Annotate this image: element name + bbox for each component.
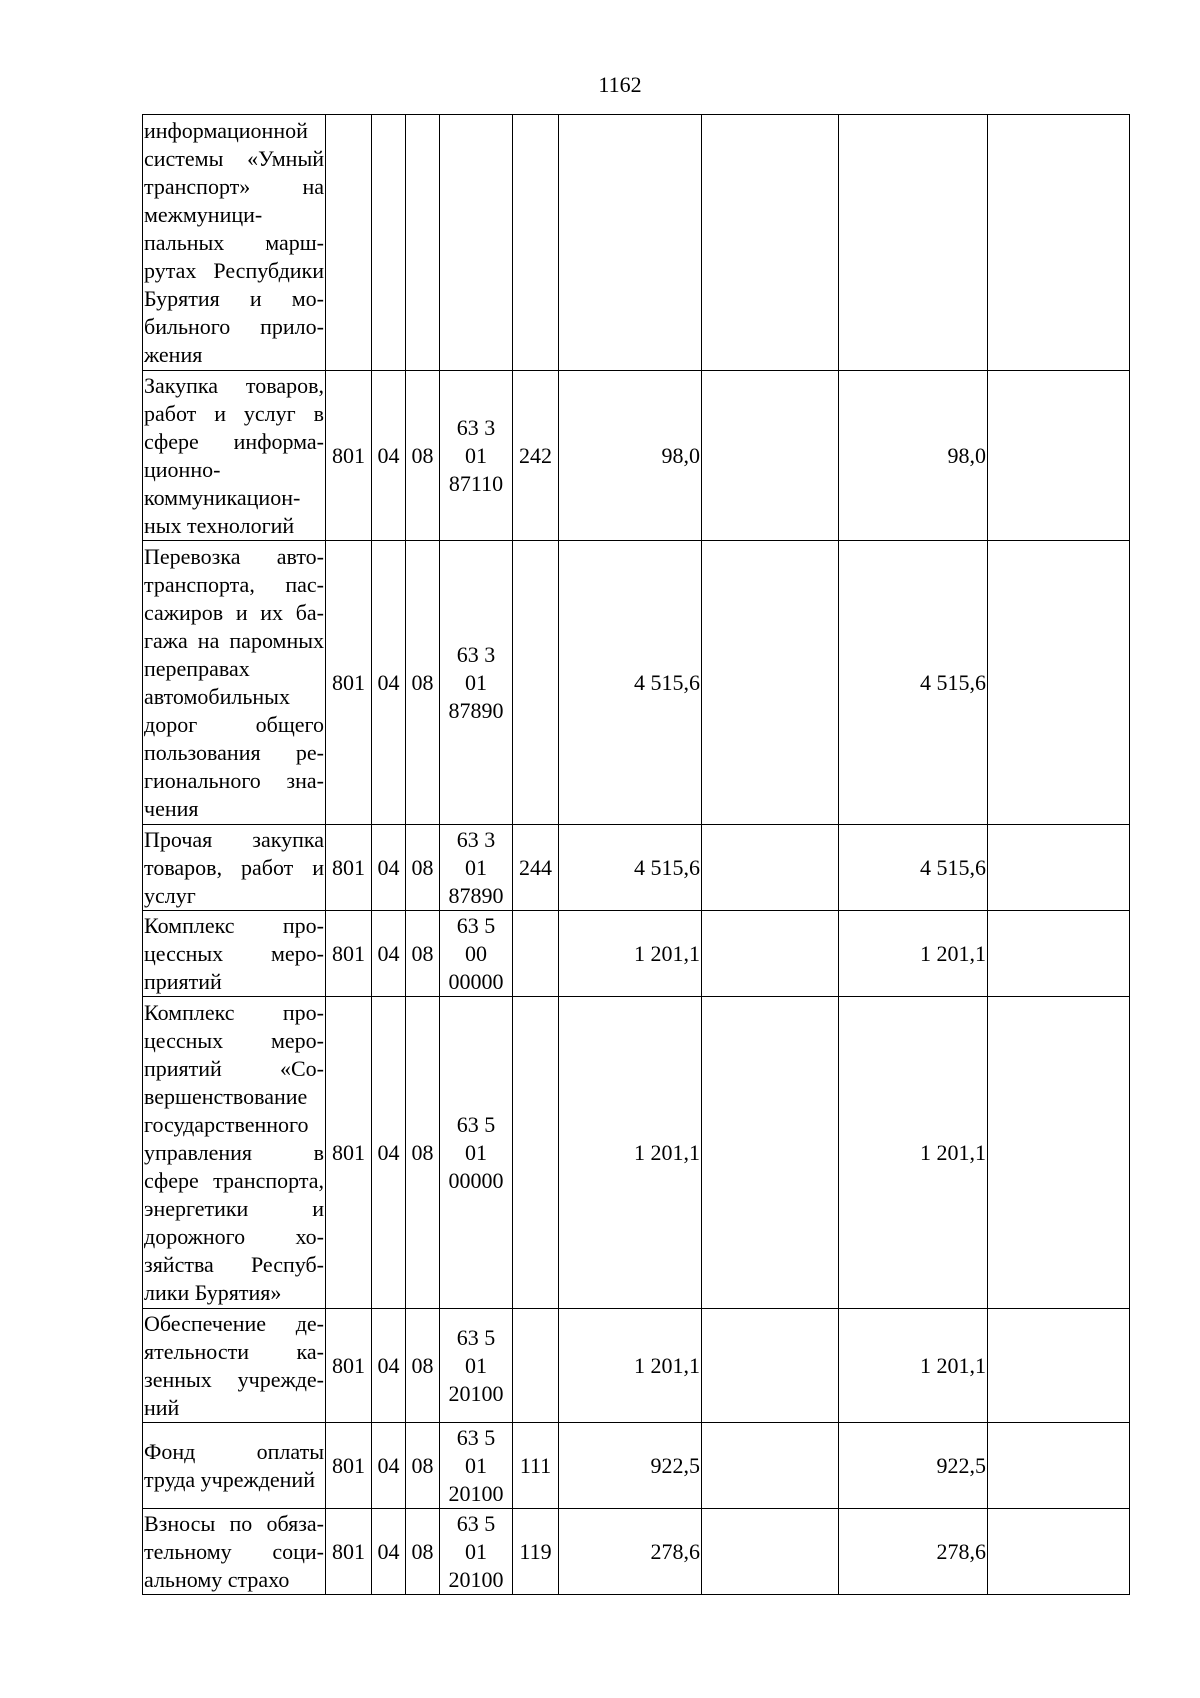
sum4-cell [988, 115, 1130, 371]
rz-cell: 04 [372, 911, 406, 997]
csr-line: 87890 [448, 697, 504, 723]
sum4-cell [988, 997, 1130, 1309]
rz-cell: 04 [372, 371, 406, 541]
sum3-cell: 4 515,6 [839, 541, 988, 825]
row-name: Обеспечение деятельности казенных учреждений [143, 1309, 326, 1423]
pr-cell: 08 [406, 1509, 440, 1595]
sum2-cell [702, 115, 839, 371]
row-name: Взносы по обязательному социальному страхо [143, 1509, 326, 1595]
vr-cell: 119 [513, 1509, 559, 1595]
csr-cell [440, 371, 513, 541]
vr-cell: 111 [513, 1423, 559, 1509]
csr-line: 01 [465, 442, 487, 468]
sum2-cell [702, 825, 839, 911]
sum1-cell: 922,5 [559, 1423, 702, 1509]
sum1-cell: 1 201,1 [559, 997, 702, 1309]
sum4-cell [988, 911, 1130, 997]
rz-cell [372, 115, 406, 371]
table-row [143, 115, 1130, 371]
sum1-cell: 1 201,1 [559, 911, 702, 997]
table-row [143, 1309, 1130, 1423]
vr-cell [513, 911, 559, 997]
sum3-cell: 4 515,6 [839, 825, 988, 911]
sum3-cell: 98,0 [839, 371, 988, 541]
ved-cell: 801 [326, 1309, 372, 1423]
rz-cell: 04 [372, 825, 406, 911]
vr-cell: 244 [513, 825, 559, 911]
csr-cell [440, 911, 513, 997]
vr-cell [513, 115, 559, 371]
csr-line: 63 5 [456, 912, 496, 938]
csr-line: 63 5 [456, 1324, 496, 1350]
row-name: Фонд оплаты труда учреждений [143, 1423, 326, 1509]
sum4-cell [988, 1509, 1130, 1595]
row-name: информационной системы «Умный транспорт» на межмуниципальных маршрутах Респубдики Бурятия и мобильного приложения [143, 115, 326, 371]
vr-cell: 242 [513, 371, 559, 541]
sum1-cell [559, 115, 702, 371]
ved-cell: 801 [326, 1423, 372, 1509]
pr-cell: 08 [406, 371, 440, 541]
csr-line: 01 [465, 854, 487, 880]
rz-cell: 04 [372, 997, 406, 1309]
row-name: Закупка товаров, работ и услуг в сфере информационно-коммуникационных технологий [143, 371, 326, 541]
sum2-cell [702, 911, 839, 997]
sum4-cell [988, 1423, 1130, 1509]
ved-cell: 801 [326, 825, 372, 911]
sum2-cell [702, 1309, 839, 1423]
table-row [143, 825, 1130, 911]
ved-cell: 801 [326, 911, 372, 997]
csr-line: 87890 [448, 882, 504, 908]
table-row [143, 371, 1130, 541]
ved-cell [326, 115, 372, 371]
rz-cell: 04 [372, 1423, 406, 1509]
csr-line: 00000 [448, 968, 504, 994]
sum4-cell [988, 541, 1130, 825]
csr-line: 63 5 [456, 1111, 496, 1137]
row-name: Комплекс процессных мероприятий [143, 911, 326, 997]
csr-line: 01 [465, 669, 487, 695]
sum2-cell [702, 541, 839, 825]
row-name: Прочая закупка товаров, работ и услуг [143, 825, 326, 911]
csr-cell [440, 825, 513, 911]
pr-cell: 08 [406, 997, 440, 1309]
sum1-cell: 4 515,6 [559, 825, 702, 911]
sum1-cell: 4 515,6 [559, 541, 702, 825]
sum4-cell [988, 1309, 1130, 1423]
csr-line: 01 [465, 1139, 487, 1165]
row-name: Перевозка автотранспорта, пассажиров и их багажа на паромных переправах автомобильных дорог общего пользования регионального значения [143, 541, 326, 825]
csr-line: 63 3 [456, 641, 496, 667]
table-row [143, 911, 1130, 997]
csr-cell [440, 541, 513, 825]
rz-cell: 04 [372, 1309, 406, 1423]
csr-line: 63 3 [456, 414, 496, 440]
csr-line: 20100 [448, 1380, 504, 1406]
csr-cell [440, 997, 513, 1309]
csr-line: 63 3 [456, 826, 496, 852]
table-row [143, 1423, 1130, 1509]
csr-line: 01 [465, 1452, 487, 1478]
pr-cell: 08 [406, 1309, 440, 1423]
sum4-cell [988, 371, 1130, 541]
csr-line: 01 [465, 1352, 487, 1378]
csr-line: 20100 [448, 1480, 504, 1506]
sum3-cell: 1 201,1 [839, 997, 988, 1309]
rz-cell: 04 [372, 1509, 406, 1595]
csr-cell [440, 1423, 513, 1509]
sum1-cell: 1 201,1 [559, 1309, 702, 1423]
ved-cell: 801 [326, 997, 372, 1309]
sum2-cell [702, 1423, 839, 1509]
sum3-cell: 278,6 [839, 1509, 988, 1595]
page-number: 1162 [598, 72, 642, 97]
sum3-cell: 1 201,1 [839, 1309, 988, 1423]
sum2-cell [702, 371, 839, 541]
vr-cell [513, 997, 559, 1309]
vr-cell [513, 541, 559, 825]
table-row [143, 1509, 1130, 1595]
sum3-cell: 1 201,1 [839, 911, 988, 997]
budget-table [142, 114, 1130, 1595]
pr-cell: 08 [406, 1423, 440, 1509]
sum2-cell [702, 997, 839, 1309]
csr-cell [440, 1509, 513, 1595]
ved-cell: 801 [326, 1509, 372, 1595]
table-row [143, 541, 1130, 825]
sum2-cell [702, 1509, 839, 1595]
row-name: Комплекс процессных мероприятий «Совершенствование государственного управления в сфере транспорта, энергетики и дорожного хозяйства Республики Бурятия» [143, 997, 326, 1309]
pr-cell: 08 [406, 825, 440, 911]
ved-cell: 801 [326, 371, 372, 541]
sum4-cell [988, 825, 1130, 911]
csr-line: 00000 [448, 1167, 504, 1193]
pr-cell: 08 [406, 541, 440, 825]
csr-line: 20100 [448, 1566, 504, 1592]
pr-cell: 08 [406, 911, 440, 997]
sum1-cell: 278,6 [559, 1509, 702, 1595]
pr-cell [406, 115, 440, 371]
csr-line: 01 [465, 1538, 487, 1564]
sum3-cell: 922,5 [839, 1423, 988, 1509]
csr-cell [440, 115, 513, 371]
rz-cell: 04 [372, 541, 406, 825]
sum1-cell: 98,0 [559, 371, 702, 541]
csr-cell [440, 1309, 513, 1423]
vr-cell [513, 1309, 559, 1423]
table-row [143, 997, 1130, 1309]
csr-line: 87110 [448, 470, 504, 496]
sum3-cell [839, 115, 988, 371]
csr-line: 63 5 [456, 1510, 496, 1536]
ved-cell: 801 [326, 541, 372, 825]
csr-line: 00 [465, 940, 487, 966]
csr-line: 63 5 [456, 1424, 496, 1450]
